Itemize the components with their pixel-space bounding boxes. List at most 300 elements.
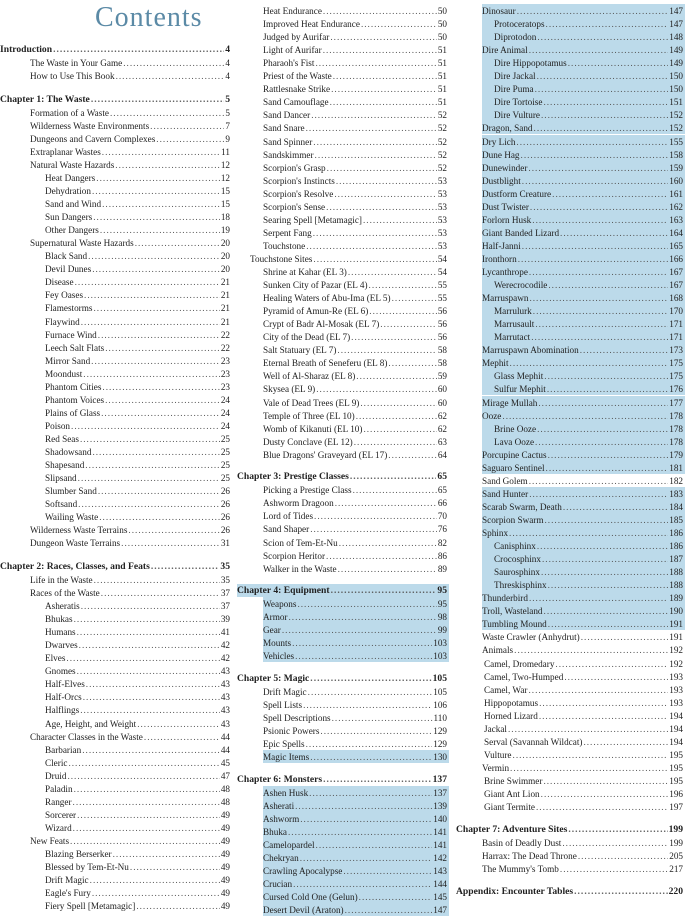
toc-entry[interactable] [482, 252, 685, 265]
toc-entry[interactable] [263, 536, 449, 549]
toc-entry-page: 51 [437, 58, 447, 69]
toc-entry[interactable] [482, 135, 685, 148]
toc-entry-page: 103 [433, 651, 447, 662]
toc-entry-page: 56 [437, 332, 447, 343]
toc-entry[interactable] [263, 825, 449, 838]
toc-entry[interactable] [45, 612, 232, 625]
toc-entry[interactable] [263, 174, 449, 187]
toc-entry[interactable] [263, 369, 449, 382]
toc-entry-page: 25 [220, 473, 230, 484]
toc-entry[interactable] [482, 69, 685, 82]
dot-leader [562, 837, 668, 849]
toc-entry-page: 53 [437, 214, 447, 225]
toc-entry[interactable] [263, 623, 449, 636]
dot-leader [320, 725, 432, 737]
toc-entry[interactable] [263, 496, 449, 509]
toc-entry-page: 50 [437, 32, 447, 43]
toc-entry[interactable] [263, 649, 449, 662]
toc-entry[interactable] [482, 265, 685, 278]
toc-entry-title: Races of the Waste [30, 588, 100, 598]
toc-entry[interactable] [263, 43, 449, 56]
toc-entry[interactable] [263, 597, 449, 610]
toc-entry[interactable] [263, 851, 449, 864]
dot-leader [548, 449, 669, 461]
toc-entry[interactable] [263, 890, 449, 903]
dot-leader [151, 561, 220, 573]
toc-entry[interactable] [263, 30, 449, 43]
toc-entry-page: 147 [433, 905, 447, 916]
toc-entry[interactable] [45, 275, 232, 288]
toc-entry[interactable] [482, 526, 685, 539]
toc-entry[interactable] [45, 354, 232, 367]
toc-entry[interactable] [45, 717, 232, 730]
toc-entry-page: 143 [433, 866, 447, 877]
toc-entry[interactable] [263, 187, 449, 200]
toc-entry[interactable] [263, 636, 449, 649]
toc-entry[interactable] [484, 709, 685, 722]
dot-leader [560, 227, 668, 239]
toc-entry-title: Furnace Wind [45, 329, 97, 340]
toc-entry[interactable] [482, 474, 685, 487]
dot-leader [330, 96, 437, 108]
toc-entry[interactable] [482, 862, 685, 875]
toc-entry[interactable] [482, 121, 685, 134]
toc-entry[interactable] [30, 106, 232, 119]
toc-entry[interactable] [263, 786, 449, 799]
toc-entry[interactable] [45, 599, 232, 612]
toc-entry[interactable] [45, 899, 232, 912]
toc-entry[interactable] [482, 291, 685, 304]
toc-entry[interactable] [30, 523, 232, 536]
toc-entry-page: 159 [669, 162, 683, 173]
toc-entry[interactable] [263, 121, 449, 134]
toc-entry-page: 50 [437, 19, 447, 30]
toc-entry[interactable] [45, 210, 232, 223]
toc-entry[interactable] [263, 95, 449, 108]
dot-leader [293, 878, 432, 890]
toc-entry-title: Shrine at Kahar (EL 3) [263, 267, 347, 277]
dot-leader [326, 550, 437, 562]
toc-entry[interactable] [45, 651, 232, 664]
toc-entry-title: Dust Twister [482, 201, 529, 212]
toc-entry[interactable] [482, 591, 685, 604]
dot-leader [102, 146, 220, 158]
dot-leader [516, 136, 668, 148]
toc-entry[interactable] [482, 565, 685, 578]
toc-entry[interactable] [30, 158, 232, 171]
toc-entry-page: 37 [220, 601, 230, 612]
toc-entry[interactable] [263, 291, 449, 304]
toc-entry[interactable] [484, 722, 685, 735]
toc-entry[interactable] [45, 458, 232, 471]
toc-entry[interactable] [263, 226, 449, 239]
toc-entry[interactable] [263, 562, 449, 575]
toc-entry-title: Marruspawn [482, 293, 529, 304]
toc-entry[interactable] [482, 56, 685, 69]
dot-leader [292, 637, 432, 649]
dot-leader [309, 787, 432, 799]
toc-entry[interactable] [482, 304, 685, 317]
toc-entry[interactable] [263, 330, 449, 343]
toc-heading[interactable] [0, 560, 232, 573]
toc-entry[interactable] [263, 82, 449, 95]
toc-entry-title: Ashen Husk [263, 787, 309, 798]
toc-entry[interactable] [45, 328, 232, 341]
toc-entry[interactable] [263, 799, 449, 812]
toc-entry-page: 23 [220, 355, 230, 366]
toc-entry[interactable] [263, 838, 449, 851]
toc-entry[interactable] [482, 461, 685, 474]
toc-entry-page: 171 [669, 332, 683, 343]
toc-entry-page: 148 [669, 32, 683, 43]
toc-heading[interactable] [237, 470, 449, 483]
toc-entry[interactable] [484, 774, 685, 787]
toc-entry[interactable] [263, 877, 449, 890]
toc-entry[interactable] [482, 4, 685, 17]
toc-entry[interactable] [482, 317, 685, 330]
toc-entry[interactable] [45, 860, 232, 873]
toc-entry[interactable] [482, 513, 685, 526]
toc-entry[interactable] [45, 510, 232, 523]
toc-entry-page: 181 [669, 462, 683, 473]
toc-entry[interactable] [263, 864, 449, 877]
toc-entry[interactable] [482, 448, 685, 461]
toc-entry[interactable] [45, 808, 232, 821]
toc-entry-page: 60 [437, 384, 447, 395]
toc-entry[interactable] [30, 132, 232, 145]
toc-entry[interactable] [45, 288, 232, 301]
toc-entry[interactable] [263, 382, 449, 395]
toc-entry[interactable] [482, 17, 685, 30]
toc-entry-title: Diprotodon [494, 32, 537, 43]
toc-entry[interactable] [263, 522, 449, 535]
toc-entry[interactable] [263, 610, 449, 623]
toc-entry[interactable] [30, 236, 232, 249]
toc-entry[interactable] [482, 148, 685, 161]
toc-entry-page: 177 [669, 397, 683, 408]
toc-entry-title: Disease [45, 277, 74, 288]
toc-entry[interactable] [482, 82, 685, 95]
toc-entry[interactable] [263, 750, 449, 763]
dot-leader [102, 198, 220, 210]
toc-entry[interactable] [484, 696, 685, 709]
toc-entry[interactable] [45, 393, 232, 406]
toc-entry[interactable] [263, 108, 449, 121]
toc-entry[interactable] [482, 187, 685, 200]
toc-entry[interactable] [263, 409, 449, 422]
toc-entry[interactable] [45, 703, 232, 716]
toc-entry[interactable] [45, 341, 232, 354]
toc-entry[interactable] [482, 356, 685, 369]
toc-entry[interactable] [482, 539, 685, 552]
toc-entry[interactable] [482, 422, 685, 435]
toc-entry-page: 171 [669, 319, 683, 330]
toc-entry[interactable] [263, 304, 449, 317]
toc-heading[interactable] [237, 672, 449, 685]
toc-entry[interactable] [482, 500, 685, 513]
toc-entry[interactable] [263, 356, 449, 369]
toc-entry[interactable] [482, 487, 685, 500]
toc-entry[interactable] [45, 743, 232, 756]
toc-entry-page: 184 [669, 501, 683, 512]
toc-entry[interactable] [263, 161, 449, 174]
toc-entry[interactable] [45, 445, 232, 458]
toc-entry[interactable] [482, 836, 685, 849]
toc-entry-page: 65 [437, 471, 447, 483]
toc-entry[interactable] [484, 735, 685, 748]
toc-entry[interactable] [482, 161, 685, 174]
toc-entry[interactable] [30, 573, 232, 586]
toc-entry[interactable] [250, 252, 449, 265]
toc-entry[interactable] [45, 484, 232, 497]
toc-entry[interactable] [482, 343, 685, 356]
toc-entry[interactable] [484, 670, 685, 683]
toc-entry[interactable] [45, 315, 232, 328]
toc-entry[interactable] [45, 664, 232, 677]
toc-entry[interactable] [263, 343, 449, 356]
toc-entry[interactable] [45, 847, 232, 860]
toc-entry[interactable] [263, 448, 449, 461]
toc-entry[interactable] [263, 903, 449, 916]
toc-entry[interactable] [482, 643, 685, 656]
toc-entry[interactable] [263, 422, 449, 435]
toc-entry[interactable] [45, 197, 232, 210]
dot-leader [98, 485, 220, 497]
toc-entry[interactable] [482, 43, 685, 56]
toc-entry-title: Slipsand [45, 473, 77, 484]
toc-entry[interactable] [263, 278, 449, 291]
toc-entry[interactable] [45, 886, 232, 899]
toc-entry[interactable] [263, 435, 449, 448]
toc-entry[interactable] [45, 380, 232, 393]
toc-entry[interactable] [30, 536, 232, 549]
toc-entry[interactable] [45, 756, 232, 769]
toc-entry-page: 170 [669, 306, 683, 317]
dot-leader [306, 738, 433, 750]
toc-entry[interactable] [263, 724, 449, 737]
toc-entry[interactable] [482, 435, 685, 448]
toc-entry[interactable] [482, 849, 685, 862]
dot-leader [535, 436, 668, 448]
toc-entry[interactable] [482, 30, 685, 43]
dot-leader [388, 357, 436, 369]
toc-entry-title: Flaywind [45, 316, 80, 327]
toc-entry[interactable] [482, 761, 685, 774]
toc-entry[interactable] [45, 301, 232, 314]
toc-entry[interactable] [263, 698, 449, 711]
dot-leader [359, 891, 433, 903]
toc-entry[interactable] [482, 552, 685, 565]
toc-entry[interactable] [45, 690, 232, 703]
toc-entry[interactable] [263, 549, 449, 562]
toc-entry[interactable] [45, 406, 232, 419]
toc-entry[interactable] [45, 184, 232, 197]
dot-leader [74, 783, 220, 795]
dot-leader [130, 861, 220, 873]
toc-entry-page: 103 [433, 638, 447, 649]
toc-entry-title: Wilderness Waste Terrains [30, 525, 128, 536]
toc-entry[interactable] [30, 69, 232, 82]
toc-entry[interactable] [30, 730, 232, 743]
toc-entry[interactable] [263, 483, 449, 496]
toc-entry[interactable] [263, 509, 449, 522]
toc-entry-page: 205 [669, 851, 683, 862]
toc-entry[interactable] [45, 223, 232, 236]
toc-entry[interactable] [482, 369, 685, 382]
toc-entry-title: Dungeons and Cavern Complexes [30, 133, 156, 144]
toc-entry[interactable] [484, 748, 685, 761]
dot-leader [578, 850, 668, 862]
toc-entry[interactable] [263, 56, 449, 69]
toc-entry-page: 175 [669, 358, 683, 369]
toc-entry-page: 175 [669, 371, 683, 382]
toc-entry[interactable] [484, 683, 685, 696]
toc-entry[interactable] [45, 419, 232, 432]
toc-entry[interactable] [482, 226, 685, 239]
toc-entry[interactable] [482, 174, 685, 187]
toc-entry[interactable] [482, 278, 685, 291]
toc-entry[interactable] [30, 119, 232, 132]
dot-leader [533, 305, 668, 317]
toc-heading[interactable] [456, 823, 685, 836]
toc-entry[interactable] [263, 200, 449, 213]
toc-entry-title: Wailing Waste [45, 512, 99, 523]
toc-entry[interactable] [482, 213, 685, 226]
toc-entry-title: Giant Ant Lion [484, 789, 540, 799]
dot-leader [115, 159, 220, 171]
toc-entry[interactable] [484, 800, 685, 813]
toc-entry-page: 173 [669, 345, 683, 356]
toc-entry[interactable] [484, 657, 685, 670]
toc-entry-title: Porcupine Cactus [482, 449, 547, 460]
toc-entry[interactable] [30, 145, 232, 158]
toc-entry[interactable] [482, 382, 685, 395]
dot-leader [529, 475, 669, 487]
toc-entry[interactable] [45, 249, 232, 262]
dot-leader [581, 631, 668, 643]
dot-leader [94, 574, 220, 586]
dot-leader [297, 598, 436, 610]
toc-entry[interactable] [45, 471, 232, 484]
toc-entry[interactable] [482, 239, 685, 252]
dot-leader [335, 497, 437, 509]
toc-entry-page: 51 [437, 45, 447, 56]
toc-heading[interactable] [0, 43, 232, 56]
dot-leader [316, 839, 433, 851]
dot-leader [536, 801, 668, 813]
toc-entry[interactable] [263, 4, 449, 17]
toc-entry-title: Touchstone Sites [250, 253, 313, 264]
toc-entry[interactable] [45, 171, 232, 184]
toc-entry[interactable] [482, 617, 685, 630]
toc-entry[interactable] [263, 148, 449, 161]
toc-entry[interactable] [263, 265, 449, 278]
toc-entry-page: 167 [669, 267, 683, 277]
toc-entry-page: 151 [669, 97, 683, 108]
toc-entry[interactable] [482, 200, 685, 213]
toc-entry-title: Forlorn Husk [482, 214, 532, 225]
toc-entry[interactable] [30, 586, 232, 599]
dot-leader [508, 723, 668, 735]
toc-entry[interactable] [30, 834, 232, 847]
dot-leader [310, 673, 431, 685]
toc-entry-title: Dry Lich [482, 136, 516, 147]
toc-entry[interactable] [484, 787, 685, 800]
dot-leader [348, 266, 437, 278]
toc-entry[interactable] [45, 795, 232, 808]
toc-entry[interactable] [263, 17, 449, 30]
toc-entry[interactable] [45, 262, 232, 275]
toc-entry[interactable] [263, 213, 449, 226]
dot-leader [113, 848, 220, 860]
toc-entry[interactable] [482, 330, 685, 343]
toc-entry[interactable] [45, 625, 232, 638]
toc-entry[interactable] [45, 367, 232, 380]
toc-entry[interactable] [482, 95, 685, 108]
toc-entry[interactable] [482, 604, 685, 617]
toc-entry[interactable] [482, 409, 685, 422]
toc-entry-title: Chekryan [263, 853, 299, 864]
toc-entry[interactable] [45, 497, 232, 510]
toc-entry-title: Slumber Sand [45, 486, 97, 497]
toc-entry[interactable] [263, 317, 449, 330]
toc-entry[interactable] [482, 630, 685, 643]
toc-entry[interactable] [45, 638, 232, 651]
toc-entry[interactable] [263, 685, 449, 698]
toc-heading[interactable] [237, 773, 449, 786]
dot-leader [510, 357, 669, 369]
toc-entry-page: 44 [220, 744, 230, 755]
toc-entry-title: Basin of Deadly Dust [482, 838, 562, 849]
toc-entry[interactable] [45, 782, 232, 795]
toc-entry[interactable] [482, 108, 685, 121]
toc-entry-page: 51 [437, 84, 447, 95]
toc-entry[interactable] [263, 812, 449, 825]
toc-entry[interactable] [45, 677, 232, 690]
dot-leader [75, 276, 220, 288]
toc-heading[interactable] [0, 93, 232, 106]
toc-entry[interactable] [45, 432, 232, 445]
toc-entry[interactable] [45, 769, 232, 782]
toc-entry-title: Chapter 6: Monsters [237, 773, 323, 785]
toc-entry-page: 49 [220, 875, 230, 886]
toc-entry-title: Sand Golem [482, 475, 528, 486]
toc-entry[interactable] [263, 239, 449, 252]
toc-entry-title: Marrulurk [494, 306, 532, 317]
toc-entry[interactable] [482, 396, 685, 409]
toc-entry-title: Ashworm Dragoon [263, 498, 334, 509]
toc-entry[interactable] [45, 821, 232, 834]
toc-entry[interactable] [263, 135, 449, 148]
toc-heading[interactable] [237, 584, 449, 597]
dot-leader [92, 446, 219, 458]
toc-entry[interactable] [45, 873, 232, 886]
toc-entry[interactable] [263, 69, 449, 82]
dot-leader [510, 762, 668, 774]
toc-heading[interactable] [456, 885, 685, 898]
toc-entry[interactable] [30, 56, 232, 69]
toc-entry-page: 179 [669, 449, 683, 460]
toc-entry[interactable] [263, 711, 449, 724]
toc-entry[interactable] [263, 737, 449, 750]
toc-entry-page: 193 [669, 671, 683, 682]
dot-leader [528, 162, 668, 174]
toc-entry[interactable] [263, 396, 449, 409]
dot-leader [315, 149, 437, 161]
toc-entry-page: 47 [220, 770, 230, 781]
dot-leader [351, 331, 437, 343]
toc-entry[interactable] [482, 578, 685, 591]
